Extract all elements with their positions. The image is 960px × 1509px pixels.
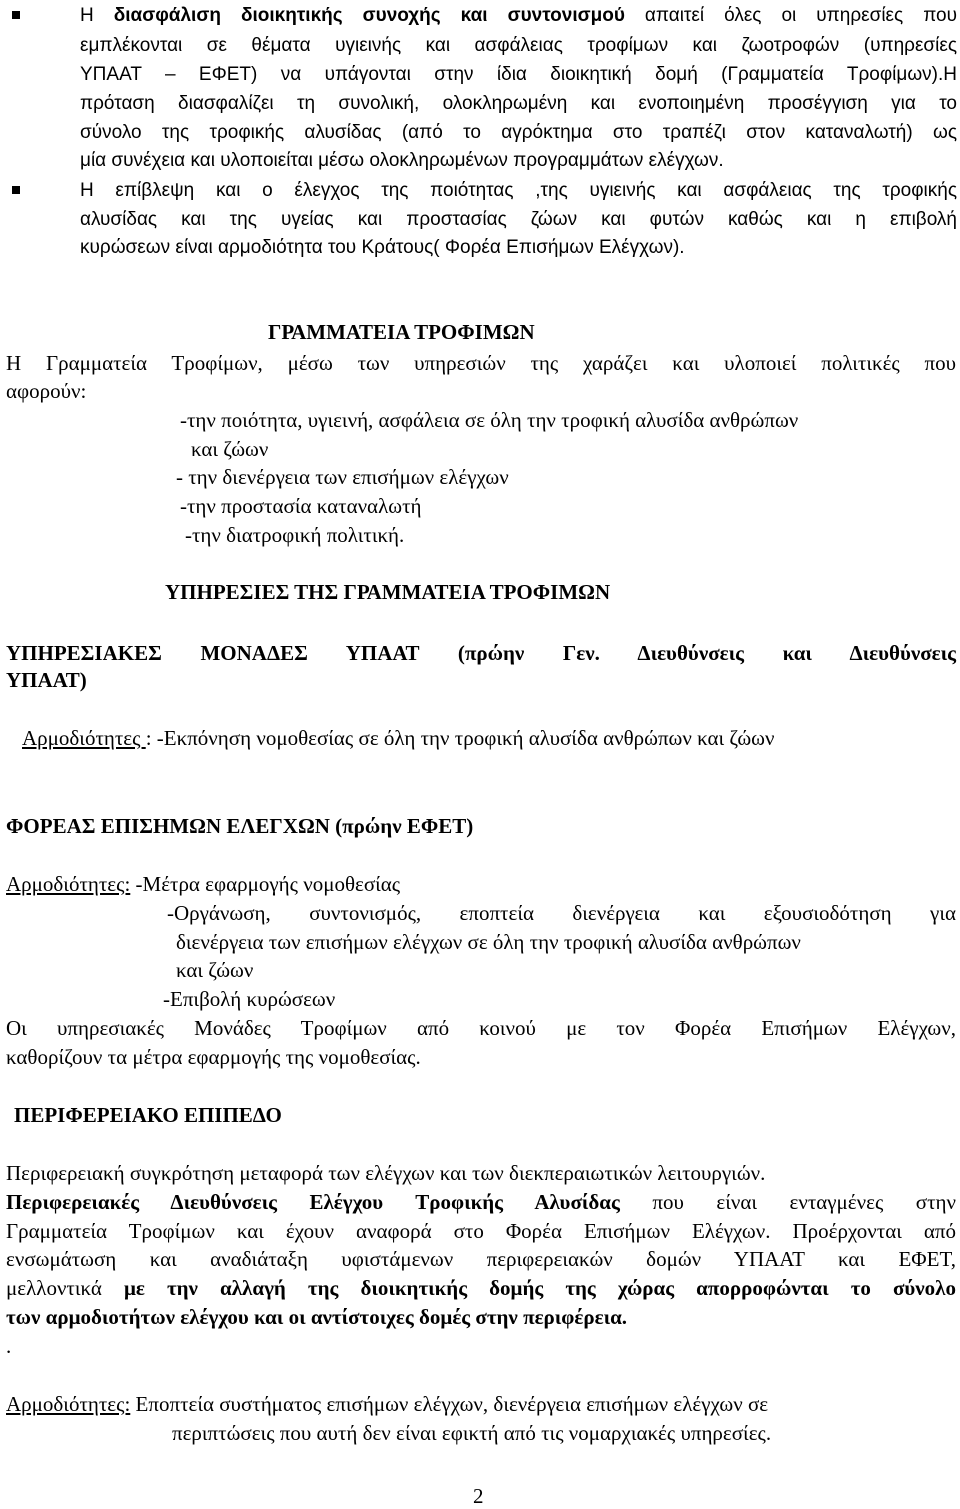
regional-resp-line2: περιπτώσεις που αυτή δεν είναι εφικτή από τις νομαρχιακές υπηρεσίες. (172, 1421, 772, 1445)
bullet1-line5: σύνολο της τροφικής αλυσίδας (από το αγρόκτημα στο τραπέζι στον καταναλωτή) ως (80, 122, 957, 143)
secretariat-item1-line1: -την ποιότητα, υγιεινή, ασφάλεια σε όλη την τροφική αλυσίδα ανθρώπων (180, 408, 799, 432)
regional-line1: Περιφερειακή συγκρότηση μεταφορά των ελέγχων και των διεκπεραιωτικών λειτουργιών. (6, 1161, 766, 1185)
secretariat-intro-line2: αφορούν: (6, 379, 87, 403)
efet-note-line1: Οι υπηρεσιακές Μονάδες Τροφίμων από κοινού με τον Φορέα Επισήμων Ελέγχων, (6, 1016, 956, 1040)
regional-line5-bold: με την αλλαγή της διοικητικής δομής της χώρας απορροφώνται το σύνολο (124, 1276, 956, 1300)
regional-bold-directorates: Περιφερειακές Διευθύνσεις Ελέγχου Τροφικής Αλυσίδας (6, 1190, 620, 1214)
secretariat-heading: ΓΡΑΜΜΑΤΕΙΑ ΤΡΟΦΙΜΩΝ (268, 320, 535, 344)
bullet1-line1 (80, 6, 957, 25)
regional-resp-line1 (6, 1394, 768, 1415)
bullet2-line2: αλυσίδας και της υγείας και προστασίας ζώων και φυτών καθώς και η επιβολή (80, 209, 957, 230)
regional-line5 (6, 1278, 956, 1299)
services-units-line2: ΥΠΑΑΤ) (6, 668, 87, 692)
bullet1-post: απαιτεί όλες οι υπηρεσίες που (624, 5, 957, 26)
regional-line5-pre: μελλοντικά (6, 1276, 124, 1300)
secretariat-intro-line1: Η Γραμματεία Τροφίμων, μέσω των υπηρεσιών της χαράζει και υλοποιεί πολιτικές που (6, 351, 956, 375)
regional-dot: . (6, 1334, 12, 1358)
bullet1-line3: ΥΠΑΑΤ – ΕΦΕΤ) να υπάγονται στην ίδια διοικητική δομή (Γραμματεία Τροφίμων).Η (80, 64, 957, 85)
page-number: 2 (473, 1484, 484, 1508)
services-resp-text: : -Εκπόνηση νομοθεσίας σε όλη την τροφική αλυσίδα ανθρώπων και ζώων (145, 726, 775, 750)
regional-line2 (6, 1192, 956, 1213)
efet-resp2-line3: και ζώων (176, 958, 254, 982)
regional-line2-rest: που είναι ενταγμένες στην (619, 1190, 956, 1214)
regional-resp1: Εποπτεία συστήματος επισήμων ελέγχων, διενέργεια επισήμων ελέγχων σε (130, 1392, 769, 1416)
efet-note-line2: καθορίζουν τα μέτρα εφαρμογής της νομοθεσίας. (6, 1045, 421, 1069)
bullet2-line3: κυρώσεων είναι αρμοδιότητα του Κράτους( Φορέα Επισήμων Ελέγχων). (80, 237, 685, 258)
efet-resp2-line1: -Οργάνωση, συντονισμός, εποπτεία διενέργεια και εξουσιοδότηση για (167, 901, 956, 925)
efet-resp-line1 (6, 874, 400, 895)
regional-resp-label: Αρμοδιότητες: (6, 1392, 131, 1416)
efet-resp-label: Αρμοδιότητες: (6, 872, 131, 896)
bullet-square-icon (12, 11, 20, 19)
services-responsibilities (22, 728, 775, 749)
secretariat-item3: -την προστασία καταναλωτή (180, 494, 422, 518)
efet-resp2-line2: διενέργεια των επισήμων ελέγχων σε όλη την τροφική αλυσίδα ανθρώπων (176, 930, 801, 954)
services-resp-label: Αρμοδιότητες (22, 726, 146, 750)
services-units-line1: ΥΠΗΡΕΣΙΑΚΕΣ ΜΟΝΑΔΕΣ ΥΠΑΑΤ (πρώην Γεν. Διευθύνσεις και Διευθύνσεις (6, 641, 956, 665)
bullet2-line1: Η επίβλεψη και ο έλεγχος της ποιότητας ,της υγιεινής και ασφάλειας της τροφικής (80, 180, 957, 201)
efet-heading: ΦΟΡΕΑΣ ΕΠΙΣΗΜΩΝ ΕΛΕΓΧΩΝ (πρώην ΕΦΕΤ) (6, 814, 474, 838)
efet-resp3: -Επιβολή κυρώσεων (163, 987, 336, 1011)
bullet1-bold: διασφάλιση διοικητικής συνοχής και συντονισμού (113, 5, 625, 26)
efet-resp1: -Μέτρα εφαρμογής νομοθεσίας (130, 872, 401, 896)
secretariat-item2: - την διενέργεια των επισήμων ελέγχων (176, 465, 509, 489)
regional-line3: Γραμματεία Τροφίμων και έχουν αναφορά στο Φορέα Επισήμων Ελέγχων. Προέρχονται από (6, 1219, 956, 1243)
secretariat-item4: -την διατροφική πολιτική. (185, 523, 405, 547)
bullet1-line4: πρόταση διασφαλίζει τη συνολική, ολοκληρωμένη και ενοποιημένη προσέγγιση για το (80, 93, 957, 114)
bullet-square-icon (12, 186, 20, 194)
secretariat-item1-line2: και ζώων (191, 437, 269, 461)
regional-line6: των αρμοδιοτήτων ελέγχου και οι αντίστοιχες δομές στην περιφέρεια. (6, 1305, 628, 1329)
bullet1-pre: Η (80, 5, 114, 26)
regional-heading: ΠΕΡΙΦΕΡΕΙΑΚΟ ΕΠΙΠΕΔΟ (14, 1103, 282, 1127)
bullet1-line6: μία συνέχεια και υλοποιείται μέσω ολοκληρωμένων προγραμμάτων ελέγχων. (80, 150, 724, 171)
services-heading: ΥΠΗΡΕΣΙΕΣ ΤΗΣ ΓΡΑΜΜΑΤΕΙΑ ΤΡΟΦΙΜΩΝ (165, 580, 611, 604)
bullet1-line2: εμπλέκονται σε θέματα υγιεινής και ασφάλειας τροφίμων και ζωοτροφών (υπηρεσίες (80, 35, 957, 56)
regional-line4: ενσωμάτωση και αναδιάταξη υφιστάμενων περιφερειακών δομών ΥΠΑΑΤ και ΕΦΕΤ, (6, 1247, 956, 1271)
